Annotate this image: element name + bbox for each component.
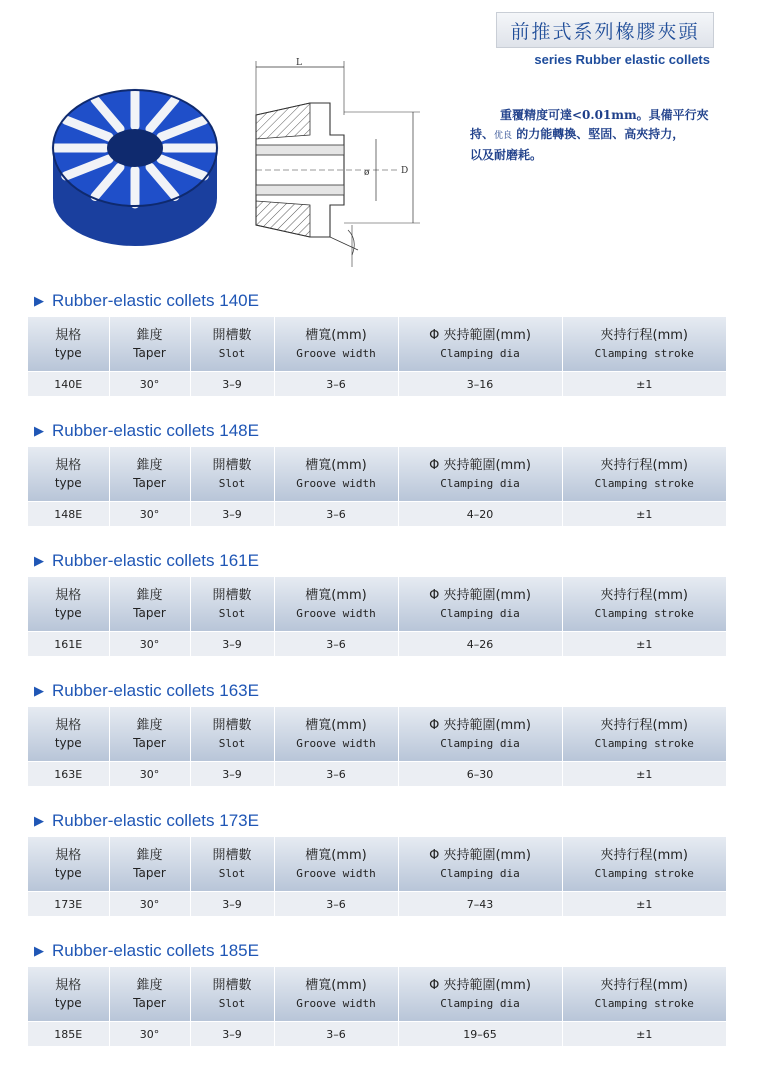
col-header-taper-en: Taper xyxy=(133,995,166,1010)
col-header-slot-zh: 開槽數 xyxy=(212,587,252,603)
col-header-groove xyxy=(274,837,398,892)
description-line-1: 重覆精度可達<0.01mm。具備平行夾 xyxy=(500,108,709,122)
col-header-groove-en: Groove width xyxy=(296,476,376,490)
spec-table-header xyxy=(28,577,726,632)
cell-groove: 3–6 xyxy=(274,372,398,397)
description-line-2-small: 优良 xyxy=(494,131,513,141)
cell-slot: 3–9 xyxy=(190,632,274,657)
cell-slot: 3–9 xyxy=(190,762,274,787)
col-header-slot xyxy=(190,707,274,762)
description-line-2a: 持、 xyxy=(470,127,495,141)
section-title-text: Rubber-elastic collets 161E xyxy=(52,551,259,570)
cell-type: 140E xyxy=(28,372,109,397)
col-header-taper-zh: 錐度 xyxy=(136,587,163,603)
col-header-clamp-en: Clamping dia xyxy=(440,606,520,620)
cell-taper: 30° xyxy=(109,632,190,657)
table-row xyxy=(28,372,726,397)
col-header-type-en: type xyxy=(54,345,82,360)
triangle-bullet-icon: ▶ xyxy=(34,683,44,698)
col-header-stroke-zh: 夾持行程(mm) xyxy=(600,717,688,733)
cell-groove: 3–6 xyxy=(274,892,398,917)
cell-stroke: ±1 xyxy=(562,372,726,397)
col-header-clamp xyxy=(398,967,562,1022)
cell-taper: 30° xyxy=(109,892,190,917)
col-header-slot xyxy=(190,447,274,502)
col-header-clamp-en: Clamping dia xyxy=(440,476,520,490)
description-line-2 xyxy=(470,125,742,146)
col-header-groove-en: Groove width xyxy=(296,996,376,1010)
spec-table xyxy=(28,707,726,786)
col-header-taper-zh: 錐度 xyxy=(136,847,163,863)
col-header-slot-zh: 開槽數 xyxy=(212,847,252,863)
description-line-3: 以及耐磨耗。 xyxy=(470,148,543,162)
col-header-type-zh: 規格 xyxy=(55,457,82,473)
col-header-slot-en: Slot xyxy=(218,736,246,750)
col-header-taper xyxy=(109,967,190,1022)
spec-table xyxy=(28,967,726,1046)
cell-clamp: 4–20 xyxy=(398,502,562,527)
col-header-clamp xyxy=(398,577,562,632)
col-header-groove xyxy=(274,967,398,1022)
spec-table xyxy=(28,447,726,526)
col-header-clamp-en: Clamping dia xyxy=(440,736,520,750)
col-header-groove-zh: 槽寬(mm) xyxy=(305,717,367,733)
col-header-taper xyxy=(109,707,190,762)
section-title xyxy=(34,291,259,311)
col-header-groove-en: Groove width xyxy=(296,866,376,880)
col-header-slot-en: Slot xyxy=(218,866,246,880)
col-header-groove-zh: 槽寬(mm) xyxy=(305,587,367,603)
col-header-type xyxy=(28,967,109,1022)
cell-stroke: ±1 xyxy=(562,892,726,917)
drawing-label-d: ø xyxy=(364,168,370,178)
col-header-taper xyxy=(109,577,190,632)
col-header-type-zh: 規格 xyxy=(55,977,82,993)
col-header-stroke-en: Clamping stroke xyxy=(594,996,694,1010)
col-header-stroke-en: Clamping stroke xyxy=(594,606,694,620)
col-header-groove-zh: 槽寬(mm) xyxy=(305,457,367,473)
col-header-type-en: type xyxy=(54,605,82,620)
col-header-groove xyxy=(274,317,398,372)
col-header-taper-en: Taper xyxy=(133,735,166,750)
table-row xyxy=(28,502,726,527)
triangle-bullet-icon: ▶ xyxy=(34,553,44,568)
col-header-type-en: type xyxy=(54,735,82,750)
col-header-type-zh: 規格 xyxy=(55,847,82,863)
spec-table xyxy=(28,577,726,656)
col-header-stroke-zh: 夾持行程(mm) xyxy=(600,847,688,863)
table-row xyxy=(28,892,726,917)
col-header-type-zh: 規格 xyxy=(55,587,82,603)
col-header-groove-zh: 槽寬(mm) xyxy=(305,977,367,993)
cell-clamp: 4–26 xyxy=(398,632,562,657)
cell-stroke: ±1 xyxy=(562,1022,726,1047)
col-header-stroke xyxy=(562,447,726,502)
drawing-label-L: L xyxy=(296,58,302,68)
cell-stroke: ±1 xyxy=(562,502,726,527)
col-header-slot-zh: 開槽數 xyxy=(212,327,252,343)
cell-clamp: 3–16 xyxy=(398,372,562,397)
spec-table-header xyxy=(28,707,726,762)
spec-table xyxy=(28,837,726,916)
col-header-clamp-en: Clamping dia xyxy=(440,866,520,880)
cell-groove: 3–6 xyxy=(274,762,398,787)
col-header-clamp-en: Clamping dia xyxy=(440,996,520,1010)
cell-clamp: 19–65 xyxy=(398,1022,562,1047)
section-title xyxy=(34,681,259,701)
cell-slot: 3–9 xyxy=(190,892,274,917)
col-header-slot xyxy=(190,317,274,372)
triangle-bullet-icon: ▶ xyxy=(34,813,44,828)
col-header-type xyxy=(28,707,109,762)
cell-taper: 30° xyxy=(109,762,190,787)
section-title-text: Rubber-elastic collets 173E xyxy=(52,811,259,830)
section-title-text: Rubber-elastic collets 148E xyxy=(52,421,259,440)
spec-table-header xyxy=(28,447,726,502)
section-title xyxy=(34,551,259,571)
col-header-slot-zh: 開槽數 xyxy=(212,457,252,473)
col-header-stroke-zh: 夾持行程(mm) xyxy=(600,587,688,603)
cell-stroke: ±1 xyxy=(562,632,726,657)
col-header-groove-en: Groove width xyxy=(296,346,376,360)
page-subtitle: series Rubber elastic collets xyxy=(534,52,710,67)
col-header-clamp-zh: Φ 夾持範圍(mm) xyxy=(429,977,531,993)
col-header-clamp-en: Clamping dia xyxy=(440,346,520,360)
description-line-2b: 的力能轉換、堅固、高夾持力， xyxy=(512,127,685,141)
cell-slot: 3–9 xyxy=(190,372,274,397)
col-header-stroke-zh: 夾持行程(mm) xyxy=(600,977,688,993)
cell-groove: 3–6 xyxy=(274,632,398,657)
spec-table-header xyxy=(28,837,726,892)
collet-body xyxy=(53,90,217,246)
cell-clamp: 7–43 xyxy=(398,892,562,917)
col-header-slot xyxy=(190,577,274,632)
col-header-clamp-zh: Φ 夾持範圍(mm) xyxy=(429,457,531,473)
section-title-text: Rubber-elastic collets 140E xyxy=(52,291,259,310)
col-header-stroke xyxy=(562,967,726,1022)
cell-stroke: ±1 xyxy=(562,762,726,787)
col-header-taper-zh: 錐度 xyxy=(136,457,163,473)
col-header-stroke xyxy=(562,707,726,762)
col-header-type xyxy=(28,317,109,372)
col-header-taper-en: Taper xyxy=(133,475,166,490)
col-header-stroke-zh: 夾持行程(mm) xyxy=(600,457,688,473)
col-header-groove-en: Groove width xyxy=(296,606,376,620)
section-title-text: Rubber-elastic collets 163E xyxy=(52,681,259,700)
col-header-clamp-zh: Φ 夾持範圍(mm) xyxy=(429,717,531,733)
col-header-stroke xyxy=(562,837,726,892)
col-header-stroke-zh: 夾持行程(mm) xyxy=(600,327,688,343)
cell-taper: 30° xyxy=(109,372,190,397)
col-header-taper-en: Taper xyxy=(133,865,166,880)
col-header-clamp-zh: Φ 夾持範圍(mm) xyxy=(429,327,531,343)
col-header-groove xyxy=(274,707,398,762)
col-header-taper-zh: 錐度 xyxy=(136,717,163,733)
col-header-groove-en: Groove width xyxy=(296,736,376,750)
col-header-taper xyxy=(109,837,190,892)
col-header-clamp xyxy=(398,317,562,372)
col-header-clamp xyxy=(398,837,562,892)
col-header-taper xyxy=(109,317,190,372)
col-header-stroke-en: Clamping stroke xyxy=(594,346,694,360)
cell-type: 148E xyxy=(28,502,109,527)
col-header-taper-zh: 錐度 xyxy=(136,977,163,993)
col-header-slot-zh: 開槽數 xyxy=(212,977,252,993)
cell-type: 163E xyxy=(28,762,109,787)
col-header-stroke xyxy=(562,317,726,372)
col-header-clamp xyxy=(398,447,562,502)
cell-type: 173E xyxy=(28,892,109,917)
triangle-bullet-icon: ▶ xyxy=(34,423,44,438)
col-header-stroke-en: Clamping stroke xyxy=(594,736,694,750)
cell-clamp: 6–30 xyxy=(398,762,562,787)
col-header-groove xyxy=(274,447,398,502)
cell-taper: 30° xyxy=(109,502,190,527)
cell-type: 161E xyxy=(28,632,109,657)
triangle-bullet-icon: ▶ xyxy=(34,293,44,308)
col-header-taper-en: Taper xyxy=(133,605,166,620)
col-header-taper-en: Taper xyxy=(133,345,166,360)
cell-groove: 3–6 xyxy=(274,1022,398,1047)
collet-technical-drawing xyxy=(248,55,433,270)
spec-table-header xyxy=(28,317,726,372)
col-header-stroke-en: Clamping stroke xyxy=(594,866,694,880)
col-header-clamp xyxy=(398,707,562,762)
section-title-text: Rubber-elastic collets 185E xyxy=(52,941,259,960)
collet-product-image xyxy=(40,68,230,253)
col-header-stroke xyxy=(562,577,726,632)
spec-table-header xyxy=(28,967,726,1022)
spec-table xyxy=(28,317,726,396)
triangle-bullet-icon: ▶ xyxy=(34,943,44,958)
section-title xyxy=(34,421,259,441)
col-header-slot-en: Slot xyxy=(218,346,246,360)
cell-slot: 3–9 xyxy=(190,502,274,527)
page-title: 前推式系列橡膠夾頭 xyxy=(496,12,714,48)
col-header-slot-en: Slot xyxy=(218,476,246,490)
col-header-groove xyxy=(274,577,398,632)
cell-taper: 30° xyxy=(109,1022,190,1047)
col-header-type xyxy=(28,577,109,632)
col-header-taper-zh: 錐度 xyxy=(136,327,163,343)
col-header-slot-en: Slot xyxy=(218,606,246,620)
col-header-type-zh: 規格 xyxy=(55,327,82,343)
col-header-taper xyxy=(109,447,190,502)
col-header-slot-zh: 開槽數 xyxy=(212,717,252,733)
col-header-type xyxy=(28,447,109,502)
col-header-slot xyxy=(190,967,274,1022)
col-header-type xyxy=(28,837,109,892)
table-row xyxy=(28,632,726,657)
col-header-groove-zh: 槽寬(mm) xyxy=(305,847,367,863)
section-title xyxy=(34,811,259,831)
col-header-clamp-zh: Φ 夾持範圍(mm) xyxy=(429,587,531,603)
table-row xyxy=(28,1022,726,1047)
product-description xyxy=(470,106,742,165)
cell-slot: 3–9 xyxy=(190,1022,274,1047)
col-header-clamp-zh: Φ 夾持範圍(mm) xyxy=(429,847,531,863)
col-header-slot-en: Slot xyxy=(218,996,246,1010)
table-row xyxy=(28,762,726,787)
col-header-type-en: type xyxy=(54,995,82,1010)
col-header-slot xyxy=(190,837,274,892)
section-title xyxy=(34,941,259,961)
col-header-type-zh: 規格 xyxy=(55,717,82,733)
col-header-type-en: type xyxy=(54,475,82,490)
cell-groove: 3–6 xyxy=(274,502,398,527)
col-header-type-en: type xyxy=(54,865,82,880)
col-header-groove-zh: 槽寬(mm) xyxy=(305,327,367,343)
drawing-label-D: D xyxy=(401,166,409,176)
col-header-stroke-en: Clamping stroke xyxy=(594,476,694,490)
cell-type: 185E xyxy=(28,1022,109,1047)
